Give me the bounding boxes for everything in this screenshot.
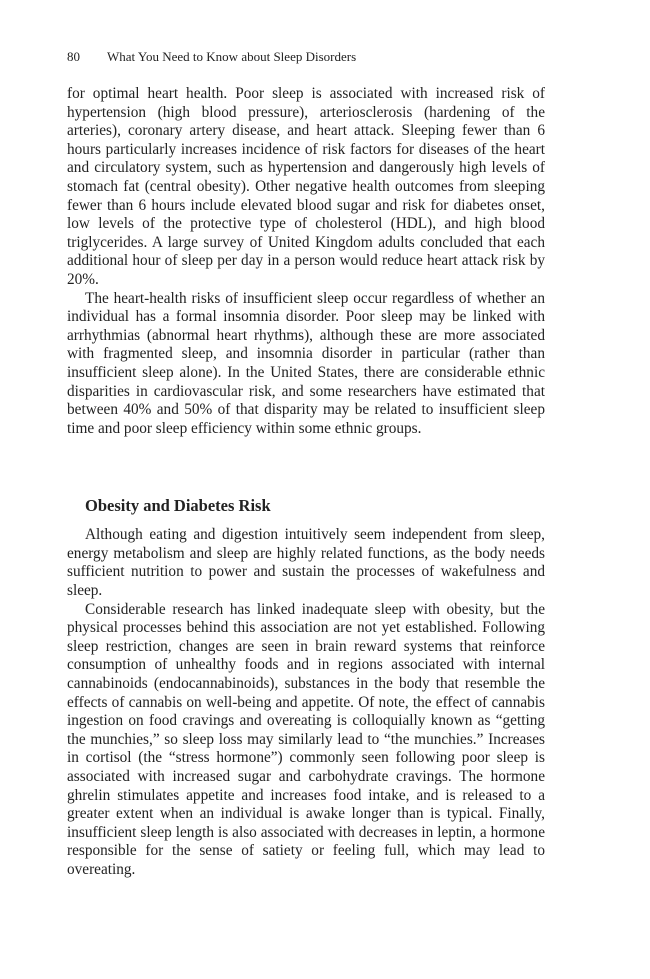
body-paragraph: Although eating and digestion intuitively seem independent from sleep, energy metabolism and sleep are highly related functions, as the body needs sufficient nutrition to power and sustain the processes of wakefulness and sleep. (67, 526, 545, 600)
body-paragraph: The heart-health risks of insufficient sleep occur regardless of whether an individual has a formal insomnia disorder. Poor sleep may be linked with arrhythmias (abnormal heart rhythms), although these are more associated with fragmented sleep, and insomnia disorder in particular (rather than insufficient sleep alone). In the United States, there are considerable ethnic disparities in cardiovascular risk, and some researchers have estimated that between 40% and 50% of that disparity may be related to insufficient sleep time and poor sleep efficiency within some ethnic groups. (67, 289, 545, 437)
section-heading: Obesity and Diabetes Risk (85, 496, 271, 516)
body-paragraph: Considerable research has linked inadequate sleep with obesity, but the physical processes behind this association are not yet established. Following sleep restriction, changes are seen in brain reward systems that reinforce consumption of unhealthy foods and in regions associated with internal cannabinoids (endocannabinoids), substances in the body that resemble the effects of cannabis on well-being and appetite. Of note, the effect of cannabis ingestion on food cravings and overeating is colloquially known as “getting the munchies,” so sleep loss may similarly lead to “the munchies.” Increases in cortisol (the “stress hormone”) commonly seen following poor sleep is associated with increased sugar and carbohydrate cravings. The hormone ghrelin stimulates appetite and increases food intake, and is released to a greater extent when an individual is awake longer than is typical. Finally, insufficient sleep length is also associated with decreases in leptin, a hormone responsible for the sense of satiety or feeling full, which may lead to overeating. (67, 600, 545, 878)
running-head (67, 48, 545, 66)
body-paragraph: for optimal heart health. Poor sleep is associated with increased risk of hypertension (high blood pressure), arteriosclerosis (hardening of the arteries), coronary artery disease, and heart attack. Sleeping fewer than 6 hours particularly increases incidence of risk factors for diseases of the heart and circulatory system, such as hypertension and dangerously high levels of stomach fat (central obesity). Other negative health outcomes from sleeping fewer than 6 hours include elevated blood sugar and risk for diabetes onset, low levels of the protective type of cholesterol (HDL), and high blood triglycerides. A large survey of United Kingdom adults concluded that each additional hour of sleep per day in a person would reduce heart attack risk by 20%. (67, 85, 545, 288)
page-number: 80 (67, 49, 80, 64)
book-page (67, 48, 545, 880)
running-title: What You Need to Know about Sleep Disorders (107, 49, 357, 64)
